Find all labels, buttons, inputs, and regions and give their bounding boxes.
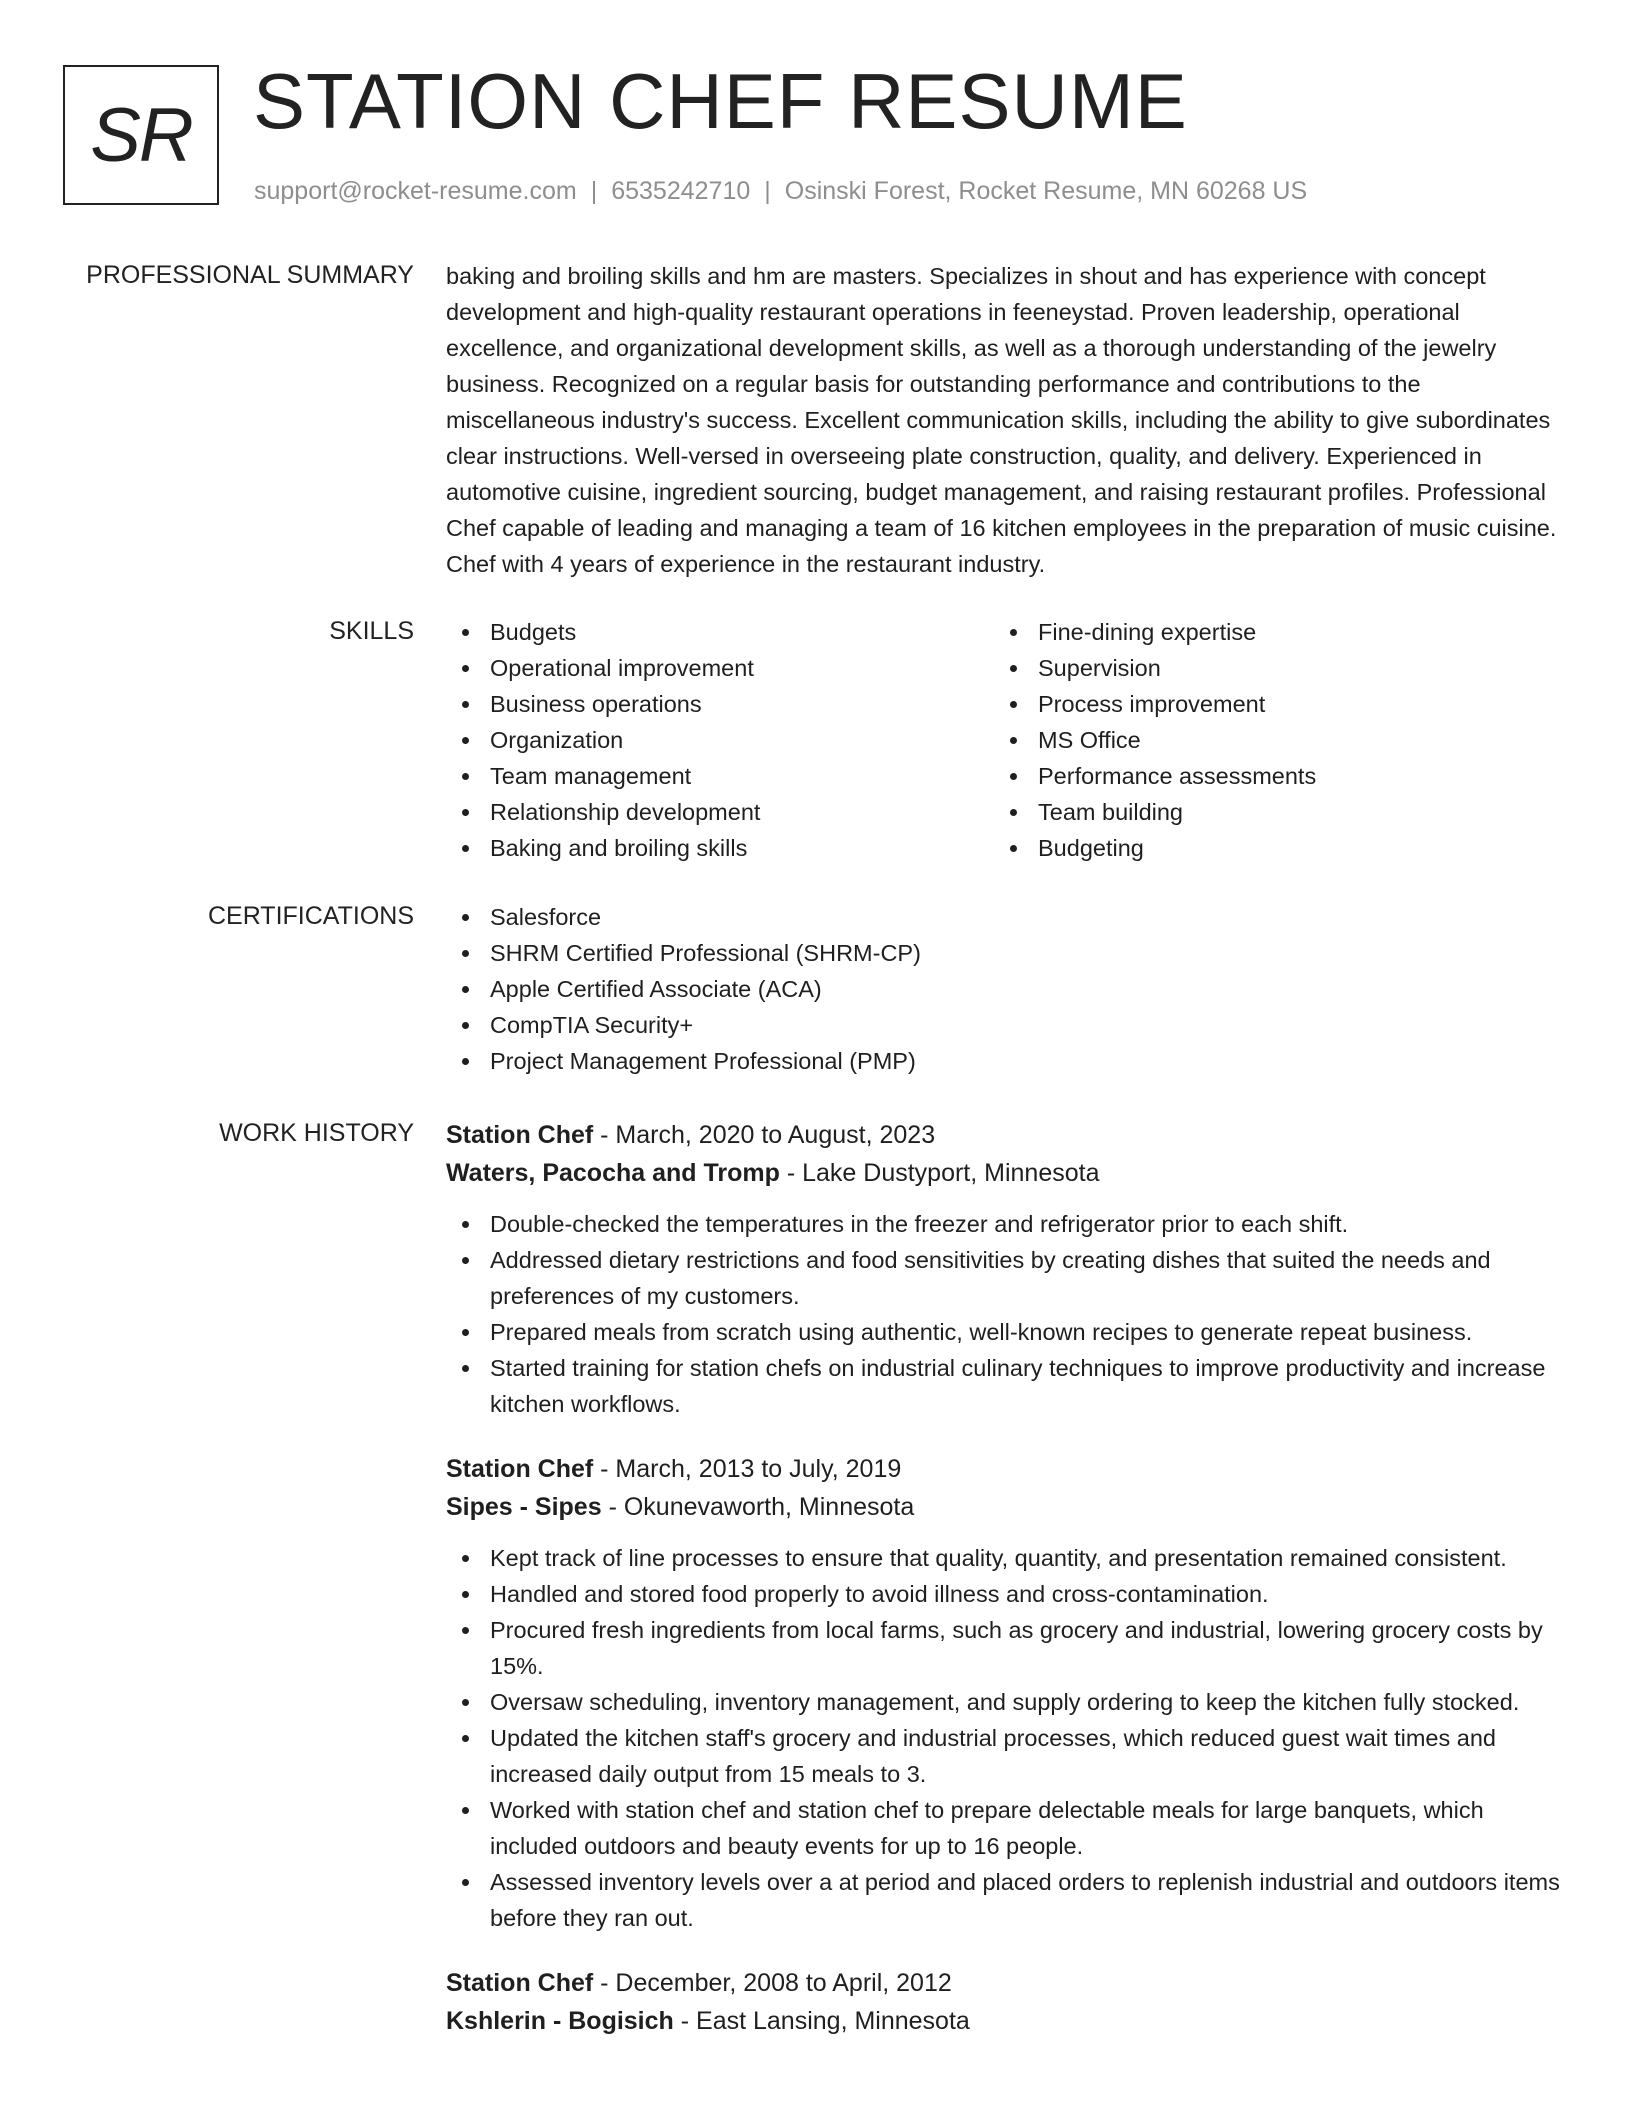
job-entry [446,1450,1562,1936]
contact-address: Osinski Forest, Rocket Resume, MN 60268 US [784,177,1308,205]
job-dates: - March, 2020 to August, 2023 [593,1121,936,1149]
skills-grid [446,614,1562,866]
certifications-body [446,899,1562,1079]
certification-item: Apple Certified Associate (ACA) [446,971,1562,1007]
certifications-heading: CERTIFICATIONS [207,902,414,930]
contact-line [254,176,1307,206]
summary-heading: PROFESSIONAL SUMMARY [86,261,414,289]
job-entry [446,1964,1562,2040]
job-location: - Okunevaworth, Minnesota [601,1493,915,1521]
contact-separator: | [590,177,598,205]
contact-phone: 6535242710 [611,177,751,205]
skill-item: Supervision [994,650,1542,686]
certification-item: Salesforce [446,899,1562,935]
job-dates: - December, 2008 to April, 2012 [593,1969,952,1997]
certification-item: CompTIA Security+ [446,1007,1562,1043]
skill-item: Organization [446,722,994,758]
job-company: Kshlerin - Bogisich [446,2007,674,2035]
job-duties-list [446,1540,1562,1936]
skill-item: Team management [446,758,994,794]
job-company-line [446,1154,1562,1192]
job-duty-item: Prepared meals from scratch using authentic, well-known recipes to generate repeat business. [446,1314,1562,1350]
skill-item: Baking and broiling skills [446,830,994,866]
certification-item: Project Management Professional (PMP) [446,1043,1562,1079]
job-duty-item: Kept track of line processes to ensure that quality, quantity, and presentation remained consistent. [446,1540,1562,1576]
monogram-logo: SR [63,65,219,205]
skill-item: Fine-dining expertise [994,614,1542,650]
skill-item: Business operations [446,686,994,722]
work-history-heading: WORK HISTORY [219,1119,414,1147]
job-company: Waters, Pacocha and Tromp [446,1159,780,1187]
skill-item: Budgeting [994,830,1542,866]
skill-item: Performance assessments [994,758,1542,794]
skill-item: Relationship development [446,794,994,830]
job-company-line [446,2002,1562,2040]
work-history-body [446,1116,1562,2068]
job-duty-item: Updated the kitchen staff's grocery and industrial processes, which reduced guest wait times and increased daily output from 15 meals to 3. [446,1720,1562,1792]
job-company-line [446,1488,1562,1526]
job-entry [446,1116,1562,1422]
job-location: - East Lansing, Minnesota [673,2007,970,2035]
skills-body [446,614,1562,866]
skills-heading: SKILLS [329,617,414,645]
job-role-line [446,1450,1562,1488]
summary-text: baking and broiling skills and hm are masters. Specializes in shout and has experience with concept development and high-quality restaurant operations in feeneystad. Proven leadership, operational excellence, and organizational development skills, as well as a thorough understanding of the jewelry business. Recognized on a regular basis for outstanding performance and contributions to the miscellaneous industry's success. Excellent communication skills, including the ability to give subordinates clear instructions. Well-versed in overseeing plate construction, quality, and delivery. Experienced in automotive cuisine, ingredient sourcing, budget management, and raising restaurant profiles. Professional Chef capable of leading and managing a team of 16 kitchen employees in the preparation of music cuisine. Chef with 4 years of experience in the restaurant industry. [446,263,1557,577]
job-duty-item: Procured fresh ingredients from local farms, such as grocery and industrial, lowering grocery costs by 15%. [446,1612,1562,1684]
job-duty-item: Oversaw scheduling, inventory management, and supply ordering to keep the kitchen fully stocked. [446,1684,1562,1720]
job-company: Sipes - Sipes [446,1493,602,1521]
job-role-line [446,1116,1562,1154]
job-role: Station Chef [446,1455,594,1483]
job-duty-item: Assessed inventory levels over a at period and placed orders to replenish industrial and outdoors items before they ran out. [446,1864,1562,1936]
skill-item: Operational improvement [446,650,994,686]
job-duties-list [446,1206,1562,1422]
resume-title: STATION CHEF RESUME [253,57,1188,145]
job-duty-item: Addressed dietary restrictions and food sensitivities by creating dishes that suited the needs and preferences of my customers. [446,1242,1562,1314]
job-duty-item: Worked with station chef and station chef to prepare delectable meals for large banquets, which included outdoors and beauty events for up to 16 people. [446,1792,1562,1864]
contact-email: support@rocket-resume.com [254,177,577,205]
skill-item: Budgets [446,614,994,650]
job-role-line [446,1964,1562,2002]
skills-left-list [446,614,994,866]
certifications-list [446,899,1562,1079]
job-dates: - March, 2013 to July, 2019 [593,1455,902,1483]
job-duty-item: Started training for station chefs on industrial culinary techniques to improve productivity and increase kitchen workflows. [446,1350,1562,1422]
job-duty-item: Handled and stored food properly to avoid illness and cross-contamination. [446,1576,1562,1612]
job-duty-item: Double-checked the temperatures in the freezer and refrigerator prior to each shift. [446,1206,1562,1242]
job-role: Station Chef [446,1969,594,1997]
skill-item: MS Office [994,722,1542,758]
contact-separator: | [764,177,771,205]
skill-item: Process improvement [994,686,1542,722]
job-location: - Lake Dustyport, Minnesota [779,1159,1100,1187]
job-role: Station Chef [446,1121,594,1149]
skill-item: Team building [994,794,1542,830]
certification-item: SHRM Certified Professional (SHRM-CP) [446,935,1562,971]
skills-right-list [994,614,1542,866]
